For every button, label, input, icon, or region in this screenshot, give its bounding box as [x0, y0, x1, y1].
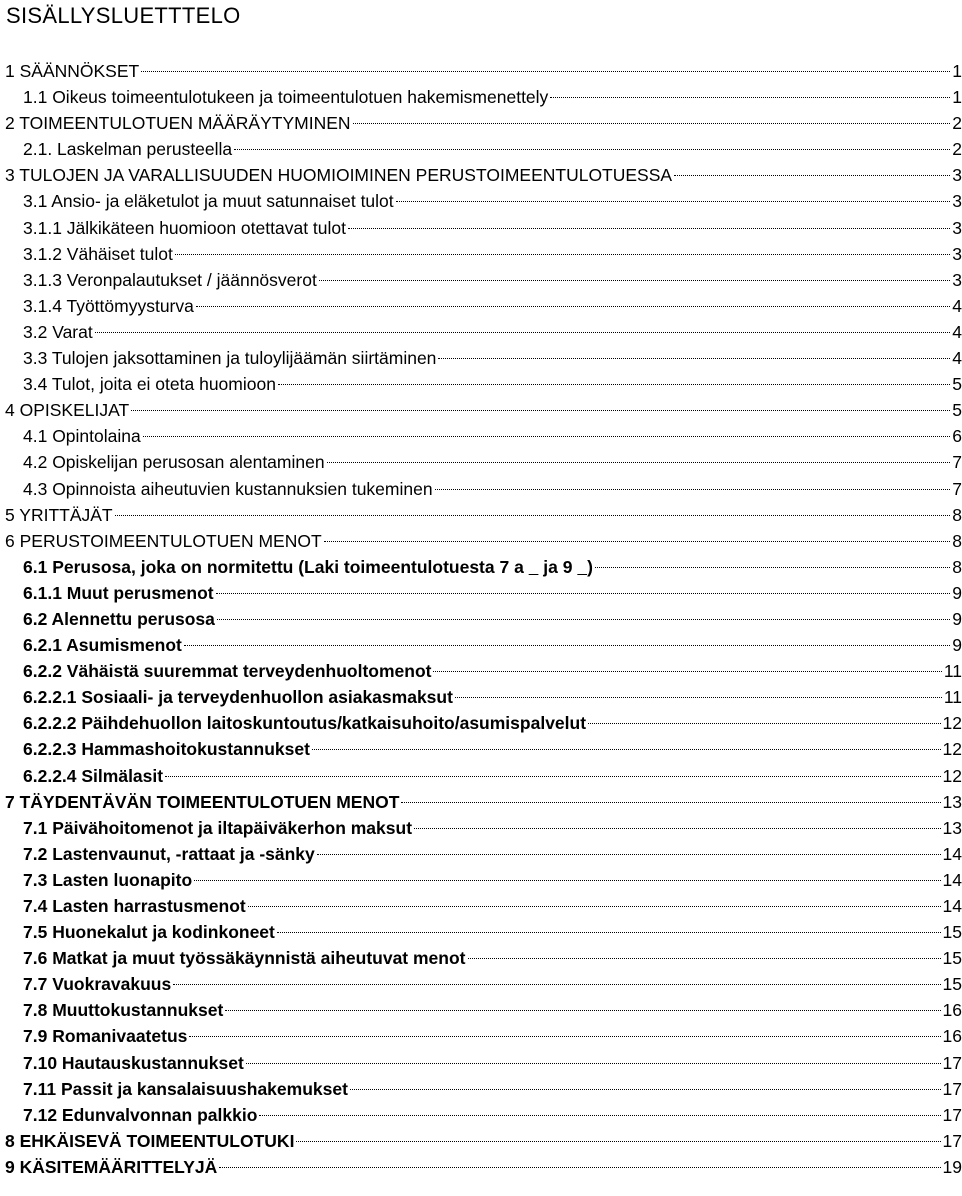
- toc-entry-title-part: ja 9: [538, 556, 578, 577]
- dot-leader: [455, 697, 942, 698]
- dot-leader: [175, 254, 950, 255]
- toc-page-number: 15: [942, 922, 962, 943]
- toc-entry[interactable]: [0, 84, 962, 110]
- dot-leader: [468, 958, 941, 959]
- dot-leader: [248, 906, 941, 907]
- toc-entry-title: 7.9 Romanivaatetus: [23, 1026, 188, 1047]
- toc-page-number: 8: [952, 530, 962, 551]
- dot-leader: [225, 1010, 940, 1011]
- dot-leader: [324, 541, 951, 542]
- toc-entry[interactable]: [0, 188, 962, 214]
- dot-leader: [319, 280, 950, 281]
- toc-page-number: 2: [952, 139, 962, 160]
- toc-entry-title: 3.3 Tulojen jaksottaminen ja tuloylijäämän siirtäminen: [23, 348, 437, 369]
- toc-entry-title: 7.11 Passit ja kansalaisuushakemukset: [23, 1078, 348, 1099]
- dot-leader: [115, 515, 951, 516]
- toc-entry[interactable]: [0, 632, 962, 658]
- dot-leader: [234, 149, 950, 150]
- toc-entry-title: 7.4 Lasten harrastusmenot: [23, 896, 246, 916]
- toc-page-number: 19: [942, 1156, 962, 1177]
- toc-entry[interactable]: [0, 919, 962, 945]
- toc-entry-title: 6.2.2.2 Päihdehuollon laitoskuntoutus/katkaisuhoito/asumispalvelut: [23, 713, 587, 734]
- dot-leader: [327, 462, 951, 463]
- toc-entry[interactable]: [0, 1076, 962, 1102]
- toc-entry[interactable]: [0, 267, 962, 293]
- dot-leader: [595, 567, 950, 568]
- dot-leader: [438, 358, 950, 359]
- toc-entry-title: 9 KÄSITEMÄÄRITTELYJÄ: [5, 1156, 218, 1177]
- toc-entry-title: 6.2.2.4 Silmälasit: [23, 765, 164, 786]
- toc-entry[interactable]: [0, 815, 962, 841]
- dot-leader: [165, 776, 940, 777]
- toc-entry[interactable]: [0, 945, 962, 971]
- dot-leader: [401, 802, 940, 803]
- toc-page-number: 9: [952, 635, 962, 656]
- toc-page-number: 9: [952, 582, 962, 603]
- page-title: SISÄLLYSLUETTTELO: [6, 3, 241, 28]
- toc-entry-title: 1.1 Oikeus toimeentulotukeen ja toimeentulotuen hakemismenettely: [23, 87, 549, 108]
- toc-page-number: 8: [952, 556, 962, 577]
- toc-entry-title: 6.2.2.1 Sosiaali- ja terveydenhuollon asiakasmaksut: [23, 687, 453, 708]
- dot-leader: [317, 854, 941, 855]
- toc-entry[interactable]: [0, 684, 962, 710]
- dot-leader: [173, 984, 940, 985]
- toc-entry-title: 6.2.2.3 Hammashoitokustannukset: [23, 739, 310, 760]
- toc-entry[interactable]: [0, 580, 962, 606]
- toc-entry-title: 8 EHKÄISEVÄ TOIMEENTULOTUKI: [5, 1130, 295, 1151]
- dot-leader: [131, 410, 950, 411]
- toc-entry[interactable]: [0, 136, 962, 162]
- toc-entry-title: 7.2 Lastenvaunut, -rattaat ja -sänky: [23, 843, 315, 864]
- toc-entry[interactable]: [0, 110, 962, 136]
- toc-entry[interactable]: [0, 528, 962, 554]
- toc-entry-title: 7 TÄYDENTÄVÄN TOIMEENTULOTUEN MENOT: [5, 791, 400, 812]
- toc-page-number: 12: [942, 713, 962, 734]
- toc-entry[interactable]: [0, 1023, 962, 1049]
- toc-entry[interactable]: [0, 449, 962, 475]
- toc-entry-title: 3.4 Tulot, joita ei oteta huomioon: [23, 374, 276, 395]
- toc-page-number: 14: [942, 896, 962, 916]
- toc-entry-title: 7.5 Huonekalut ja kodinkoneet: [23, 922, 275, 943]
- toc-entry-title: 7.12 Edunvalvonnan palkkio: [23, 1104, 258, 1125]
- toc-entry-title: 3.1 Ansio- ja eläketulot ja muut satunnaiset tulot: [23, 191, 394, 212]
- toc-entry[interactable]: [0, 371, 962, 397]
- dot-leader: [674, 175, 950, 176]
- toc-page-number: 7: [952, 452, 962, 473]
- dot-leader: [348, 228, 950, 229]
- toc-entry[interactable]: [0, 476, 962, 502]
- toc-entry[interactable]: [0, 789, 962, 815]
- dot-leader: [95, 332, 951, 333]
- toc-entry[interactable]: [0, 1128, 962, 1154]
- toc-entry-title: 4.1 Opintolaina: [23, 426, 141, 447]
- toc-entry-title: 4 OPISKELIJAT: [5, 400, 130, 421]
- toc-entry[interactable]: [0, 763, 962, 789]
- toc-entry[interactable]: [0, 1154, 962, 1180]
- toc-page-number: 8: [952, 504, 962, 525]
- toc-entry-title: 1 SÄÄNNÖKSET: [5, 61, 140, 81]
- toc-entry-title: [23, 554, 593, 580]
- toc-entry-title: 3.2 Varat: [23, 321, 93, 342]
- toc-entry-title: 6.1.1 Muut perusmenot: [23, 582, 214, 603]
- toc-page-number: 3: [952, 243, 962, 264]
- toc-entry[interactable]: [0, 293, 962, 319]
- toc-page-number: 9: [952, 608, 962, 629]
- toc-entry[interactable]: [0, 997, 962, 1023]
- toc-entry[interactable]: [0, 1102, 962, 1128]
- underline-blank: [577, 557, 587, 577]
- underline-blank: [529, 557, 539, 577]
- toc-entry-title: 5 YRITTÄJÄT: [5, 504, 113, 525]
- toc-entry[interactable]: [0, 606, 962, 632]
- toc-entry-title: 6 PERUSTOIMEENTULOTUEN MENOT: [5, 530, 322, 551]
- dot-leader: [143, 436, 951, 437]
- toc-page-number: 3: [952, 269, 962, 290]
- toc-entry-title: 7.3 Lasten luonapito: [23, 869, 193, 890]
- toc-page-number: 4: [952, 321, 962, 342]
- toc-entry[interactable]: [0, 319, 962, 345]
- toc-entry-title-part: ): [587, 556, 593, 577]
- toc-entry[interactable]: [0, 554, 962, 580]
- dot-leader: [219, 1167, 940, 1168]
- toc-entry-title: 7.8 Muuttokustannukset: [23, 1000, 224, 1021]
- toc-entry-title: 3 TULOJEN JA VARALLISUUDEN HUOMIOIMINEN PERUSTOIMEENTULOTUESSA: [5, 165, 673, 186]
- toc-page-number: 4: [952, 295, 962, 316]
- toc-page-number: 11: [943, 661, 962, 682]
- toc-page-number: 13: [942, 817, 962, 838]
- toc-entry-title: 6.2 Alennettu perusosa: [23, 608, 215, 629]
- dot-leader: [296, 1141, 940, 1142]
- toc-page-number: 13: [942, 791, 962, 812]
- toc-entry-title: 3.1.2 Vähäiset tulot: [23, 243, 173, 264]
- toc-page-number: 16: [942, 1000, 962, 1021]
- dot-leader: [194, 880, 940, 881]
- toc-page-number: 12: [942, 765, 962, 786]
- dot-leader: [217, 619, 950, 620]
- toc-entry[interactable]: [0, 867, 962, 893]
- toc-page-number: 2: [952, 113, 962, 134]
- toc-entry-title: 7.7 Vuokravakuus: [23, 974, 172, 995]
- toc-page-number: 3: [952, 191, 962, 212]
- dot-leader: [588, 723, 940, 724]
- toc-page-number: 11: [943, 687, 962, 708]
- toc-entry-title: 6.2.2 Vähäistä suuremmat terveydenhuoltomenot: [23, 661, 432, 682]
- toc-page-number: 1: [952, 87, 962, 108]
- dot-leader: [353, 123, 951, 124]
- dot-leader: [196, 306, 950, 307]
- toc-entry-title-part: 6.1 Perusosa, joka on normitettu (Laki toimeentulotuesta 7 a: [23, 556, 529, 577]
- toc-page-number: 15: [942, 948, 962, 969]
- toc-entry-title: 3.1.1 Jälkikäteen huomioon otettavat tulot: [23, 217, 346, 238]
- toc-entry-title: 3.1.3 Veronpalautukset / jäännösverot: [23, 269, 317, 290]
- toc-page-number: 15: [942, 974, 962, 995]
- dot-leader: [396, 201, 951, 202]
- toc-entry[interactable]: [0, 215, 962, 241]
- toc-page-number: 5: [952, 374, 962, 395]
- dot-leader: [277, 932, 941, 933]
- toc-entry[interactable]: [0, 162, 962, 188]
- toc-entry-title: 7.6 Matkat ja muut työssäkäynnistä aiheutuvat menot: [23, 948, 466, 969]
- toc-page-number: 12: [942, 739, 962, 760]
- toc-entry[interactable]: [0, 345, 962, 371]
- toc-page-number: 7: [952, 478, 962, 499]
- dot-leader: [278, 384, 950, 385]
- dot-leader: [350, 1089, 941, 1090]
- toc-entry-title: 4.2 Opiskelijan perusosan alentaminen: [23, 452, 325, 473]
- toc-page-number: 14: [942, 869, 962, 890]
- toc-entry-title: 7.10 Hautauskustannukset: [23, 1052, 244, 1073]
- dot-leader: [189, 1036, 940, 1037]
- toc-entry[interactable]: [0, 1050, 962, 1076]
- toc-entry[interactable]: [0, 658, 962, 684]
- toc-page-number: 4: [952, 348, 962, 369]
- toc-entry-title: 2 TOIMEENTULOTUEN MÄÄRÄYTYMINEN: [5, 113, 351, 134]
- dot-leader: [216, 593, 951, 594]
- toc-entry[interactable]: [0, 423, 962, 449]
- toc-page-number: 6: [952, 426, 962, 447]
- dot-leader: [184, 645, 950, 646]
- toc-entry-title: 2.1. Laskelman perusteella: [23, 139, 233, 160]
- dot-leader: [414, 828, 941, 829]
- dot-leader: [246, 1063, 941, 1064]
- dot-leader: [435, 489, 951, 490]
- dot-leader: [433, 671, 941, 672]
- toc-page-number: 17: [942, 1130, 962, 1151]
- toc-entry[interactable]: [0, 971, 962, 997]
- dot-leader: [550, 97, 950, 98]
- dot-leader: [312, 749, 941, 750]
- toc-page-number: 5: [952, 400, 962, 421]
- toc-page-number: 3: [952, 165, 962, 186]
- dot-leader: [259, 1115, 940, 1116]
- toc-entry-title: 6.2.1 Asumismenot: [23, 635, 182, 656]
- toc-entry[interactable]: [0, 710, 962, 736]
- toc-entry-title: 7.1 Päivähoitomenot ja iltapäiväkerhon maksut: [23, 817, 413, 838]
- toc-page-number: 14: [942, 843, 962, 864]
- toc-entry[interactable]: [0, 397, 962, 423]
- toc-page-number: 3: [952, 217, 962, 238]
- toc-page-number: 1: [952, 61, 962, 81]
- toc-page-number: 16: [942, 1026, 962, 1047]
- toc-entry[interactable]: [0, 502, 962, 528]
- toc-entry-title: 3.1.4 Työttömyysturva: [23, 295, 194, 316]
- table-of-contents: [0, 58, 962, 1180]
- toc-entry[interactable]: [0, 893, 962, 919]
- toc-entry-title: 4.3 Opinnoista aiheutuvien kustannuksien tukeminen: [23, 478, 433, 499]
- toc-entry[interactable]: [0, 58, 962, 84]
- dot-leader: [141, 71, 950, 72]
- toc-page-number: 17: [942, 1052, 962, 1073]
- toc-entry[interactable]: [0, 736, 962, 762]
- toc-page-number: 17: [942, 1104, 962, 1125]
- toc-page-number: 17: [942, 1078, 962, 1099]
- toc-entry[interactable]: [0, 841, 962, 867]
- toc-entry[interactable]: [0, 241, 962, 267]
